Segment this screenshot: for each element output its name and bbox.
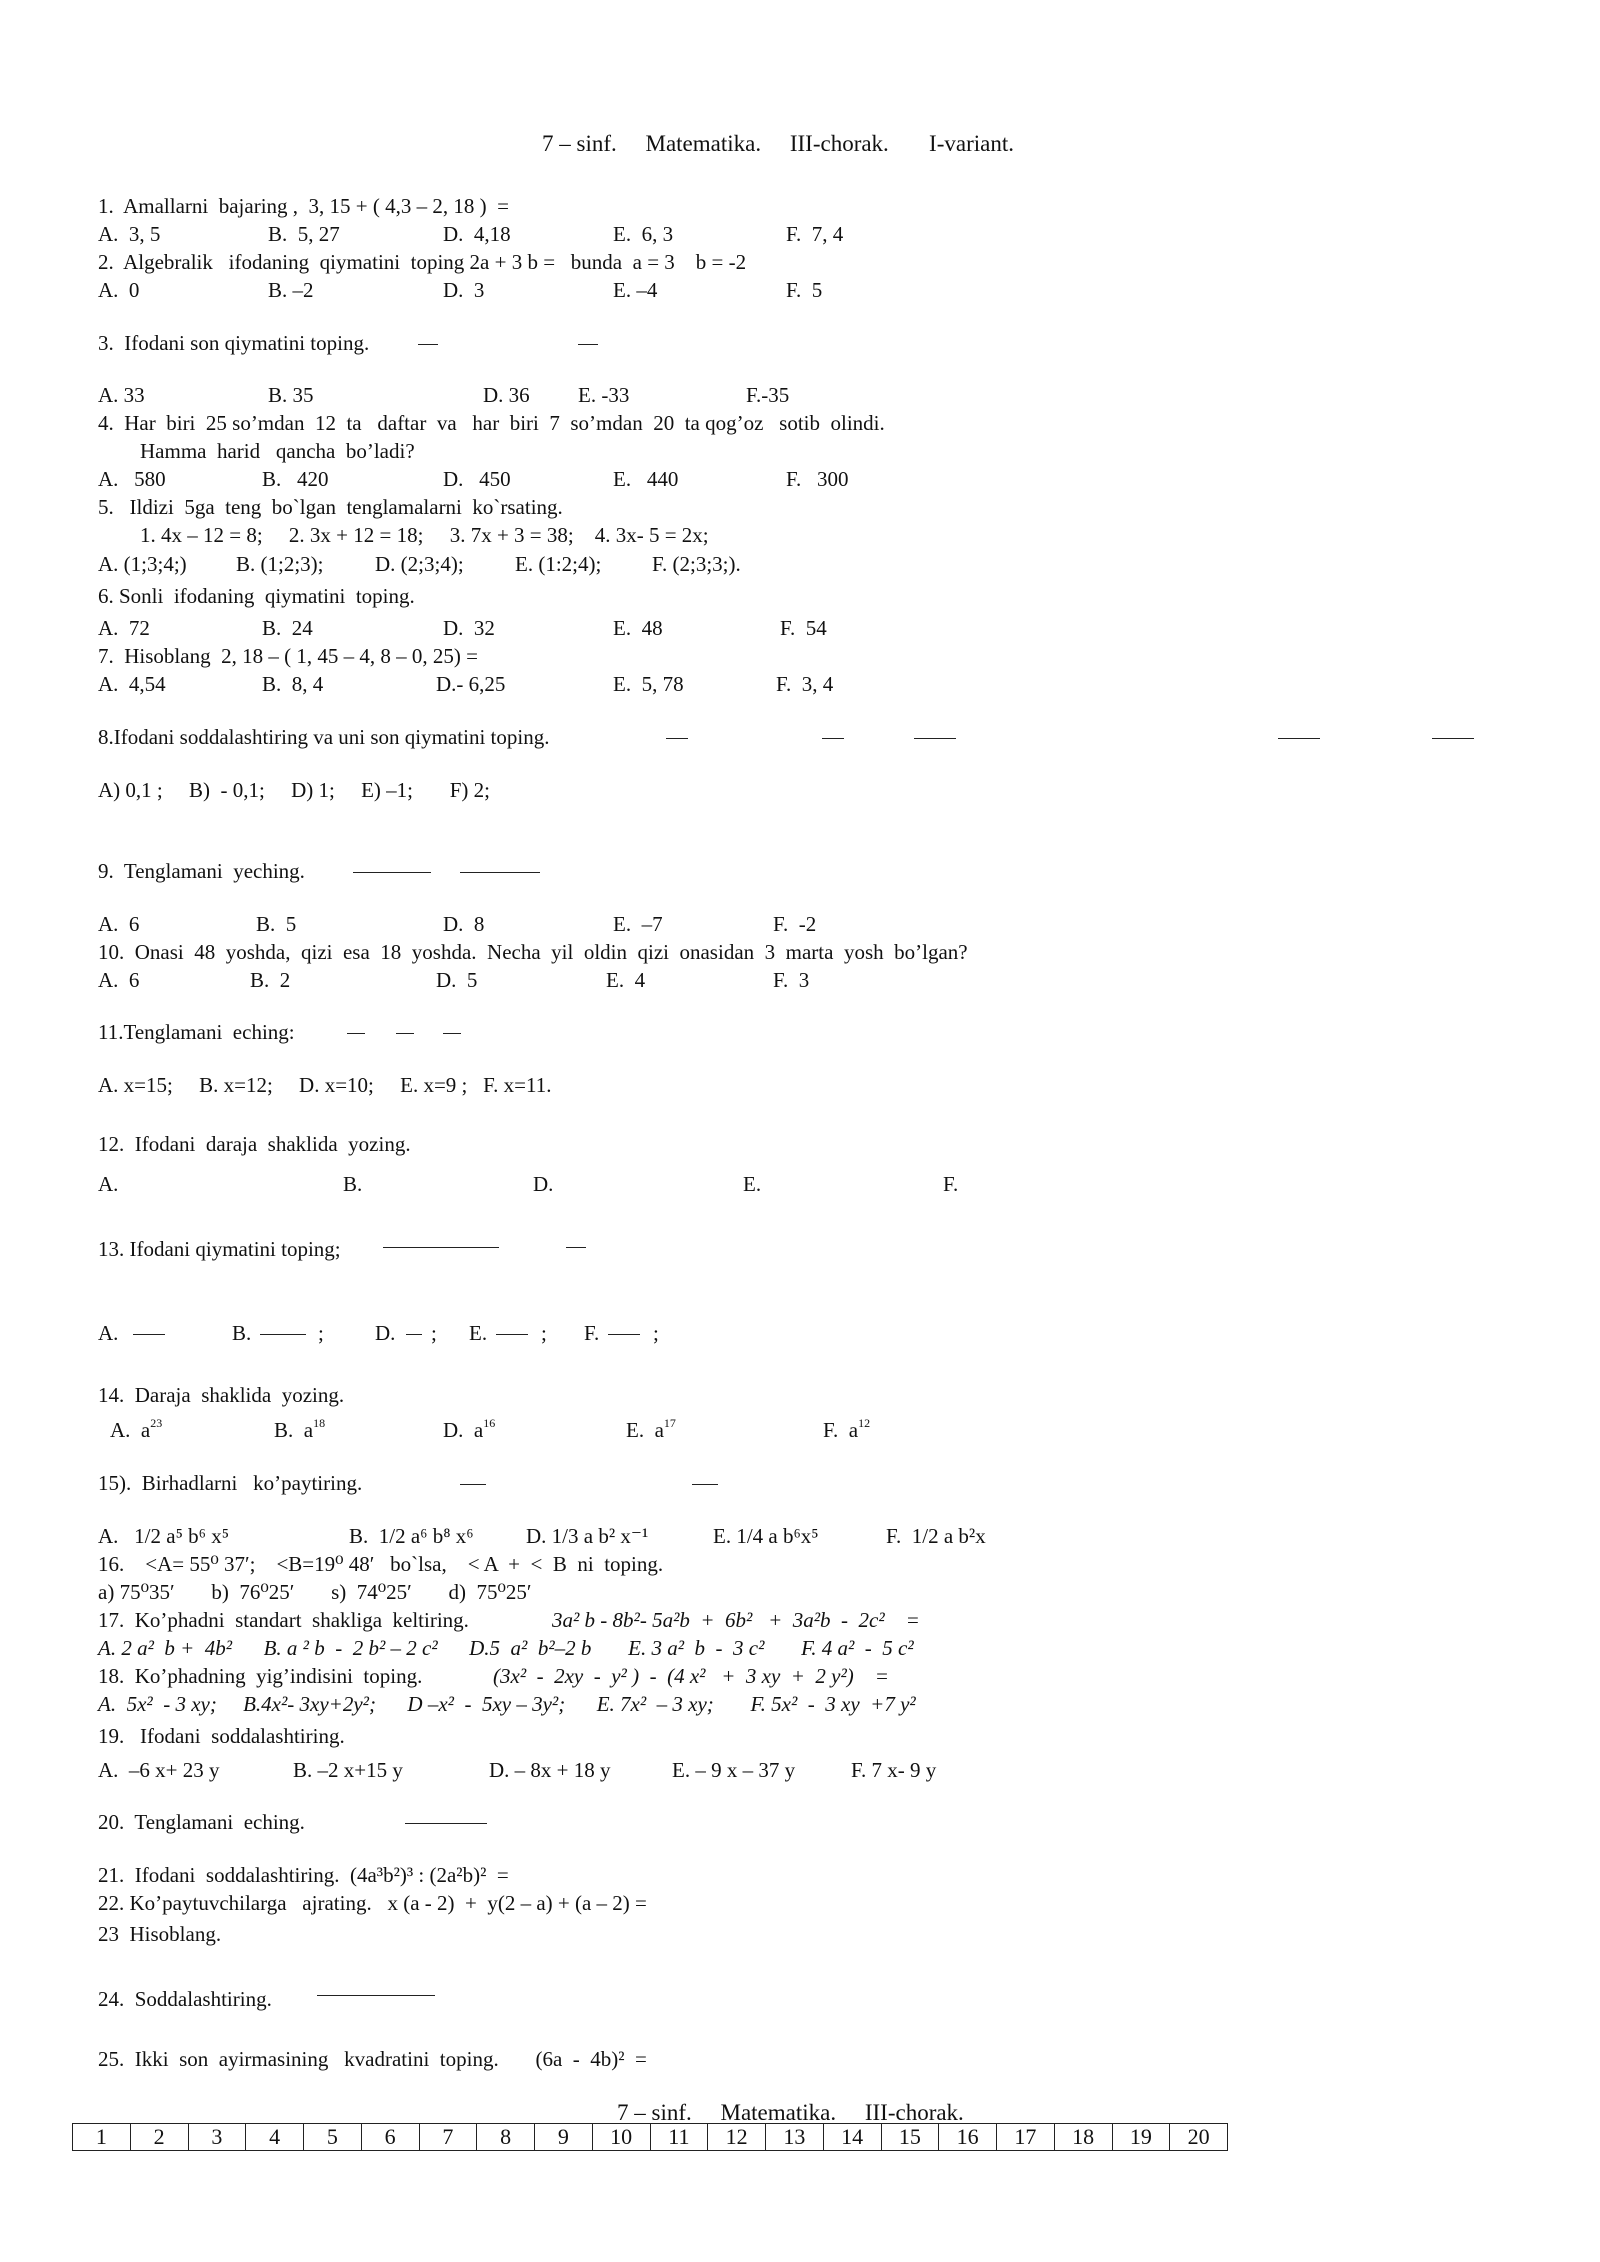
question-18: 18. Ko’phadning yig’indisini toping. [98, 1664, 423, 1688]
q12-option-f: F. [943, 1172, 959, 1196]
q18-expression: (3x² - 2xy - y² ) - (4 x² + 3 xy + 2 y²) = [493, 1664, 889, 1688]
question-7: 7. Hisoblang 2, 18 – ( 1, 45 – 4, 8 – 0, 25) = [98, 644, 478, 668]
question-17: 17. Ko’phadni standart shakliga keltiring. [98, 1608, 469, 1632]
q2-option-f: F. 5 [786, 278, 823, 302]
q12-option-a: A. [98, 1172, 119, 1196]
fraction-bar [460, 872, 540, 873]
q7-option-b: B. 8, 4 [262, 672, 324, 696]
answer-cell[interactable]: 6 [361, 2124, 419, 2151]
fraction-bar [443, 1033, 461, 1034]
q9-option-d: D. 8 [443, 912, 485, 936]
q7-option-a: A. 4,54 [98, 672, 166, 696]
question-14: 14. Daraja shaklida yozing. [98, 1383, 345, 1407]
q19-option-e: E. – 9 x – 37 y [672, 1758, 796, 1782]
answer-cell[interactable]: 16 [939, 2124, 997, 2151]
q5-option-b: B. (1;2;3); [236, 552, 324, 576]
question-8: 8.Ifodani soddalashtiring va uni son qiymatini toping. [98, 725, 550, 749]
answer-cell[interactable]: 18 [1054, 2124, 1112, 2151]
q10-option-e: E. 4 [606, 968, 646, 992]
fraction-bar [396, 1033, 414, 1034]
q14-option-d: D. $a^{16}$ [443, 1416, 496, 1442]
fraction-bar [460, 1484, 486, 1485]
question-15: 15). Birhadlarni ko’paytiring. [98, 1471, 363, 1495]
answer-cell[interactable]: 14 [823, 2124, 881, 2151]
q3-option-d: D. 36 [483, 383, 530, 407]
q13-option-b: B. [232, 1321, 252, 1345]
q6-option-e: E. 48 [613, 616, 663, 640]
q6-option-b: B. 24 [262, 616, 313, 640]
answer-cell[interactable]: 11 [650, 2124, 708, 2151]
q13-option-a: A. [98, 1321, 119, 1345]
fraction-bar [578, 344, 598, 345]
fraction-bar [608, 1334, 640, 1335]
answer-cell[interactable]: 20 [1170, 2124, 1228, 2151]
q7-option-d: D.- 6,25 [436, 672, 506, 696]
fraction-bar [566, 1247, 586, 1248]
q6-option-f: F. 54 [780, 616, 827, 640]
question-9: 9. Tenglamani yeching. [98, 859, 305, 883]
q14-option-f: F. $a^{12}$ [823, 1416, 871, 1442]
fraction-bar [353, 872, 431, 873]
q4-option-b: B. 420 [262, 467, 329, 491]
question-5: 5. Ildizi 5ga teng bo`lgan tenglamalarni ko`rsating. [98, 495, 563, 519]
question-2: 2. Algebralik ifodaning qiymatini toping 2a + 3 b = bunda a = 3 b = -2 [98, 250, 747, 274]
question-4-cont: Hamma harid qancha bo’ladi? [140, 439, 415, 463]
q15-option-b: B. 1/2 a⁶ b⁸ x⁶ [349, 1524, 474, 1548]
q1-option-e: E. 6, 3 [613, 222, 674, 246]
q19-option-b: B. –2 x+15 y [293, 1758, 403, 1782]
q4-option-a: A. 580 [98, 467, 166, 491]
footer-title: 7 – sinf. Matematika. III-chorak. [617, 2100, 964, 2125]
q10-option-a: A. 6 [98, 968, 140, 992]
q12-option-e: E. [743, 1172, 762, 1196]
answer-cell[interactable]: 12 [708, 2124, 766, 2151]
q2-option-d: D. 3 [443, 278, 485, 302]
q11-options: A. x=15; B. x=12; D. x=10; E. x=9 ; F. x=11. [98, 1073, 552, 1097]
q19-option-d: D. – 8x + 18 y [489, 1758, 611, 1782]
answer-cell[interactable]: 10 [592, 2124, 650, 2151]
fraction-bar [1278, 738, 1320, 739]
q4-option-f: F. 300 [786, 467, 849, 491]
q2-option-b: B. –2 [268, 278, 314, 302]
fraction-bar [405, 1823, 487, 1824]
q19-option-a: A. –6 x+ 23 y [98, 1758, 220, 1782]
q2-option-a: A. 0 [98, 278, 140, 302]
fraction-bar [822, 738, 844, 739]
fraction-bar [317, 1995, 435, 1996]
q1-option-f: F. 7, 4 [786, 222, 844, 246]
q7-option-e: E. 5, 78 [613, 672, 684, 696]
answer-cell[interactable]: 17 [997, 2124, 1055, 2151]
q15-option-f: F. 1/2 a b²x [886, 1524, 986, 1548]
q14-option-b: B. $a^{18}$ [274, 1416, 326, 1442]
q12-option-d: D. [533, 1172, 554, 1196]
answer-grid [72, 2123, 1228, 2151]
q2-option-e: E. –4 [613, 278, 658, 302]
fraction-bar [260, 1334, 306, 1335]
q10-option-f: F. 3 [773, 968, 810, 992]
q15-option-e: E. 1/4 a b⁶x⁵ [713, 1524, 819, 1548]
question-22: 22. Ko’paytuvchilarga ajrating. x (a - 2) + y(2 – a) + (a – 2) = [98, 1891, 647, 1915]
q13-sep: ; [541, 1321, 547, 1345]
q3-option-e: E. -33 [578, 383, 630, 407]
answer-cell[interactable]: 2 [130, 2124, 188, 2151]
q18-options: A. 5x² - 3 xy; B.4x²- 3xy+2y²; D –x² - 5xy – 3y²; E. 7x² – 3 xy; F. 5x² - 3 xy +7 y² [98, 1692, 916, 1716]
answer-cell[interactable]: 8 [477, 2124, 535, 2151]
q19-option-f: F. 7 x- 9 y [851, 1758, 937, 1782]
q13-sep: ; [653, 1321, 659, 1345]
question-19: 19. Ifodani soddalashtiring. [98, 1724, 345, 1748]
q14-option-a: A. $a^{23}$ [110, 1416, 163, 1442]
answer-grid-row [73, 2124, 1228, 2151]
q9-option-e: E. –7 [613, 912, 663, 936]
q10-option-b: B. 2 [250, 968, 291, 992]
fraction-bar [347, 1033, 365, 1034]
q3-option-f: F.-35 [746, 383, 790, 407]
q1-option-d: D. 4,18 [443, 222, 511, 246]
question-1: 1. Amallarni bajaring , 3, 15 + ( 4,3 – 2, 18 ) = [98, 194, 509, 218]
q17-options: A. 2 a² b + 4b² B. a ² b - 2 b² – 2 c² D.5 a² b²–2 b E. 3 a² b - 3 c² F. 4 a² - 5 c² [98, 1636, 914, 1660]
question-6: 6. Sonli ifodaning qiymatini toping. [98, 584, 415, 608]
question-24: 24. Soddalashtiring. [98, 1987, 272, 2011]
answer-cell[interactable]: 1 [73, 2124, 131, 2151]
question-12: 12. Ifodani daraja shaklida yozing. [98, 1132, 411, 1156]
q4-option-e: E. 440 [613, 467, 679, 491]
fraction-bar [406, 1334, 422, 1335]
q8-options: A) 0,1 ; B) - 0,1; D) 1; E) –1; F) 2; [98, 778, 490, 802]
q1-option-b: B. 5, 27 [268, 222, 340, 246]
q13-option-e: E. [469, 1321, 488, 1345]
question-25: 25. Ikki son ayirmasining kvadratini toping. (6a - 4b)² = [98, 2047, 647, 2071]
fraction-bar [692, 1484, 718, 1485]
q6-option-a: A. 72 [98, 616, 150, 640]
q16-options: a) 75⁰35ʹ b) 76⁰25ʹ s) 74⁰25ʹ d) 75⁰25ʹ [98, 1580, 532, 1604]
question-3: 3. Ifodani son qiymatini toping. [98, 331, 370, 355]
q15-option-a: A. 1/2 a⁵ b⁶ x⁵ [98, 1524, 230, 1548]
question-21: 21. Ifodani soddalashtiring. (4a³b²)³ : (2a²b)² = [98, 1863, 509, 1887]
question-23: 23 Hisoblang. [98, 1922, 222, 1946]
fraction-bar [914, 738, 956, 739]
question-16: 16. <A= 55⁰ 37ʹ; <B=19⁰ 48ʹ bo`lsa, < A + < B ni toping. [98, 1552, 664, 1576]
q9-option-a: A. 6 [98, 912, 140, 936]
answer-cell[interactable]: 15 [881, 2124, 939, 2151]
q4-option-d: D. 450 [443, 467, 511, 491]
q5-option-a: A. (1;3;4;) [98, 552, 187, 576]
question-11: 11.Tenglamani eching: [98, 1020, 295, 1044]
answer-cell[interactable]: 4 [246, 2124, 304, 2151]
q9-option-b: B. 5 [256, 912, 297, 936]
q5-option-f: F. (2;3;3;). [652, 552, 741, 576]
answer-cell[interactable]: 9 [535, 2124, 593, 2151]
q1-option-a: A. 3, 5 [98, 222, 161, 246]
fraction-bar [1432, 738, 1474, 739]
fraction-bar [383, 1247, 499, 1248]
q5-option-e: E. (1:2;4); [515, 552, 602, 576]
page-title: 7 – sinf. Matematika. III-chorak. I-variant. [542, 131, 1014, 156]
q13-sep: ; [318, 1321, 324, 1345]
answer-cell[interactable]: 7 [419, 2124, 477, 2151]
question-4: 4. Har biri 25 so’mdan 12 ta daftar va har biri 7 so’mdan 20 ta qog’oz sotib olindi. [98, 411, 885, 435]
answer-cell[interactable]: 5 [304, 2124, 362, 2151]
question-5-equations: 1. 4x – 12 = 8; 2. 3x + 12 = 18; 3. 7x + 3 = 38; 4. 3x- 5 = 2x; [140, 523, 709, 547]
question-10: 10. Onasi 48 yoshda, qizi esa 18 yoshda. Necha yil oldin qizi onasidan 3 marta yosh bo’lgan? [98, 940, 968, 964]
fraction-bar [666, 738, 688, 739]
q5-option-d: D. (2;3;4); [375, 552, 464, 576]
q3-option-b: B. 35 [268, 383, 314, 407]
q9-option-f: F. -2 [773, 912, 817, 936]
q10-option-d: D. 5 [436, 968, 478, 992]
q12-option-b: B. [343, 1172, 363, 1196]
q6-option-d: D. 32 [443, 616, 495, 640]
q14-option-e: E. $a^{17}$ [626, 1416, 676, 1442]
answer-cell[interactable]: 19 [1112, 2124, 1170, 2151]
fraction-bar [133, 1334, 165, 1335]
answer-cell[interactable]: 3 [188, 2124, 246, 2151]
q7-option-f: F. 3, 4 [776, 672, 834, 696]
q15-option-d: D. 1/3 a b² x⁻¹ [526, 1524, 649, 1548]
question-13: 13. Ifodani qiymatini toping; [98, 1237, 341, 1261]
q13-sep: ; [431, 1321, 437, 1345]
fraction-bar [418, 344, 438, 345]
q13-option-d: D. [375, 1321, 396, 1345]
q13-option-f: F. [584, 1321, 600, 1345]
q3-option-a: A. 33 [98, 383, 145, 407]
question-20: 20. Tenglamani eching. [98, 1810, 305, 1834]
answer-cell[interactable]: 13 [766, 2124, 824, 2151]
fraction-bar [496, 1334, 528, 1335]
q17-expression: 3a² b - 8b²- 5a²b + 6b² + 3a²b - 2c² = [552, 1608, 920, 1632]
